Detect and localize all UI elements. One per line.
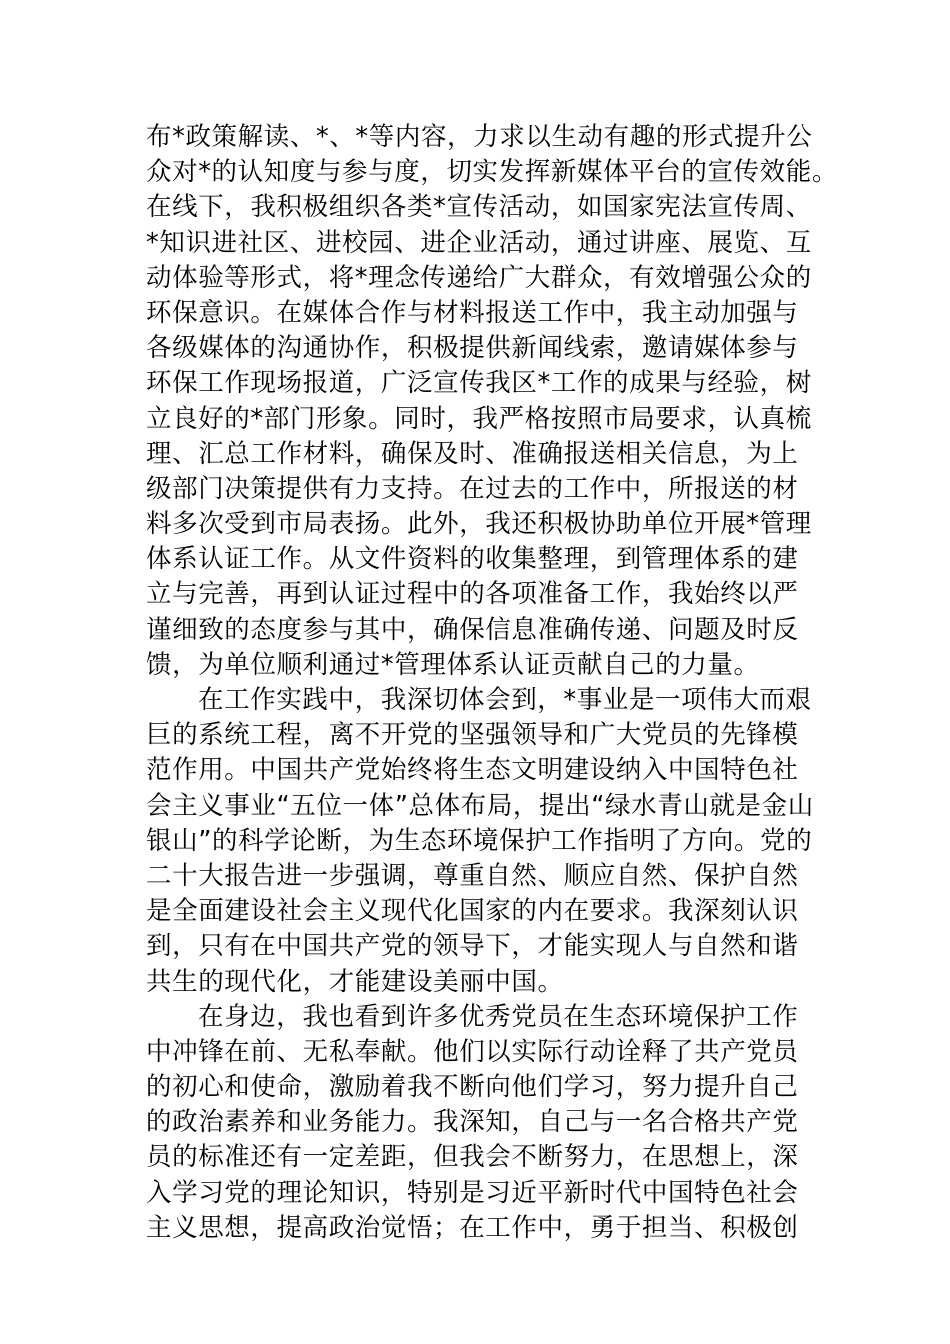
paragraph-2 — [146, 683, 846, 1000]
text-line: 到，只有在中国共产党的领导下，才能实现人与自然和谐 — [146, 931, 799, 962]
text-line: 立与完善，再到认证过程中的各项准备工作，我始终以严 — [146, 579, 799, 610]
text-line: 众对*的认知度与参与度，切实发挥新媒体平台的宣传效能。 — [146, 157, 838, 188]
text-line: 中冲锋在前、无私奉献。他们以实际行动诠释了共产党员 — [146, 1036, 799, 1067]
text-line: 体系认证工作。从文件资料的收集整理，到管理体系的建 — [146, 544, 799, 575]
text-line: 会主义事业“五位一体”总体布局，提出“绿水青山就是金山 — [146, 790, 814, 821]
text-line: 在身边，我也看到许多优秀党员在生态环境保护工作 — [198, 1001, 799, 1032]
text-line: 银山”的科学论断，为生态环境保护工作指明了方向。党的 — [146, 825, 813, 856]
text-line: 动体验等形式，将*理念传递给广大群众，有效增强公众的 — [146, 262, 812, 293]
text-line: 环保意识。在媒体合作与材料报送工作中，我主动加强与 — [146, 297, 799, 328]
text-line: 范作用。中国共产党始终将生态文明建设纳入中国特色社 — [146, 755, 799, 786]
text-line: 立良好的*部门形象。同时，我严格按照市局要求，认真梳 — [146, 403, 812, 434]
text-line: 二十大报告进一步强调，尊重自然、顺应自然、保护自然 — [146, 860, 799, 891]
text-line: 谨细致的态度参与其中，确保信息准确传递、问题及时反 — [146, 614, 799, 645]
paragraph-1 — [146, 120, 846, 683]
text-line: 布*政策解读、*、*等内容，力求以生动有趣的形式提升公 — [146, 122, 813, 152]
text-line: 员的标准还有一定差距，但我会不断努力，在思想上，深 — [146, 1142, 799, 1173]
text-line: 共生的现代化，才能建设美丽中国。 — [146, 966, 564, 997]
text-line: 料多次受到市局表扬。此外，我还积极协助单位开展*管理 — [146, 509, 812, 540]
text-line: 的初心和使命，激励着我不断向他们学习，努力提升自己 — [146, 1072, 799, 1103]
text-line: 在线下，我积极组织各类*宣传活动，如国家宪法宣传周、 — [146, 192, 812, 223]
paragraph-3 — [146, 1000, 846, 1246]
document-body — [146, 120, 846, 1246]
text-line: 在工作实践中，我深切体会到，*事业是一项伟大而艰 — [198, 685, 812, 715]
text-line: *知识进社区、进校园、进企业活动，通过讲座、展览、互 — [146, 227, 812, 258]
text-line: 级部门决策提供有力支持。在过去的工作中，所报送的材 — [146, 473, 799, 504]
text-line: 入学习党的理论知识，特别是习近平新时代中国特色社会 — [146, 1177, 799, 1208]
text-line: 馈，为单位顺利通过*管理体系认证贡献自己的力量。 — [146, 649, 760, 680]
text-line: 各级媒体的沟通协作，积极提供新闻线索，邀请媒体参与 — [146, 333, 799, 364]
text-line: 是全面建设社会主义现代化国家的内在要求。我深刻认识 — [146, 896, 799, 927]
text-line: 理、汇总工作材料，确保及时、准确报送相关信息，为上 — [146, 438, 799, 469]
text-line: 主义思想，提高政治觉悟；在工作中，勇于担当、积极创 — [146, 1212, 799, 1243]
text-line: 巨的系统工程，离不开党的坚强领导和广大党员的先锋模 — [146, 720, 799, 751]
text-line: 环保工作现场报道，广泛宣传我区*工作的成果与经验，树 — [146, 368, 812, 399]
text-line: 的政治素养和业务能力。我深知，自己与一名合格共产党 — [146, 1107, 799, 1138]
